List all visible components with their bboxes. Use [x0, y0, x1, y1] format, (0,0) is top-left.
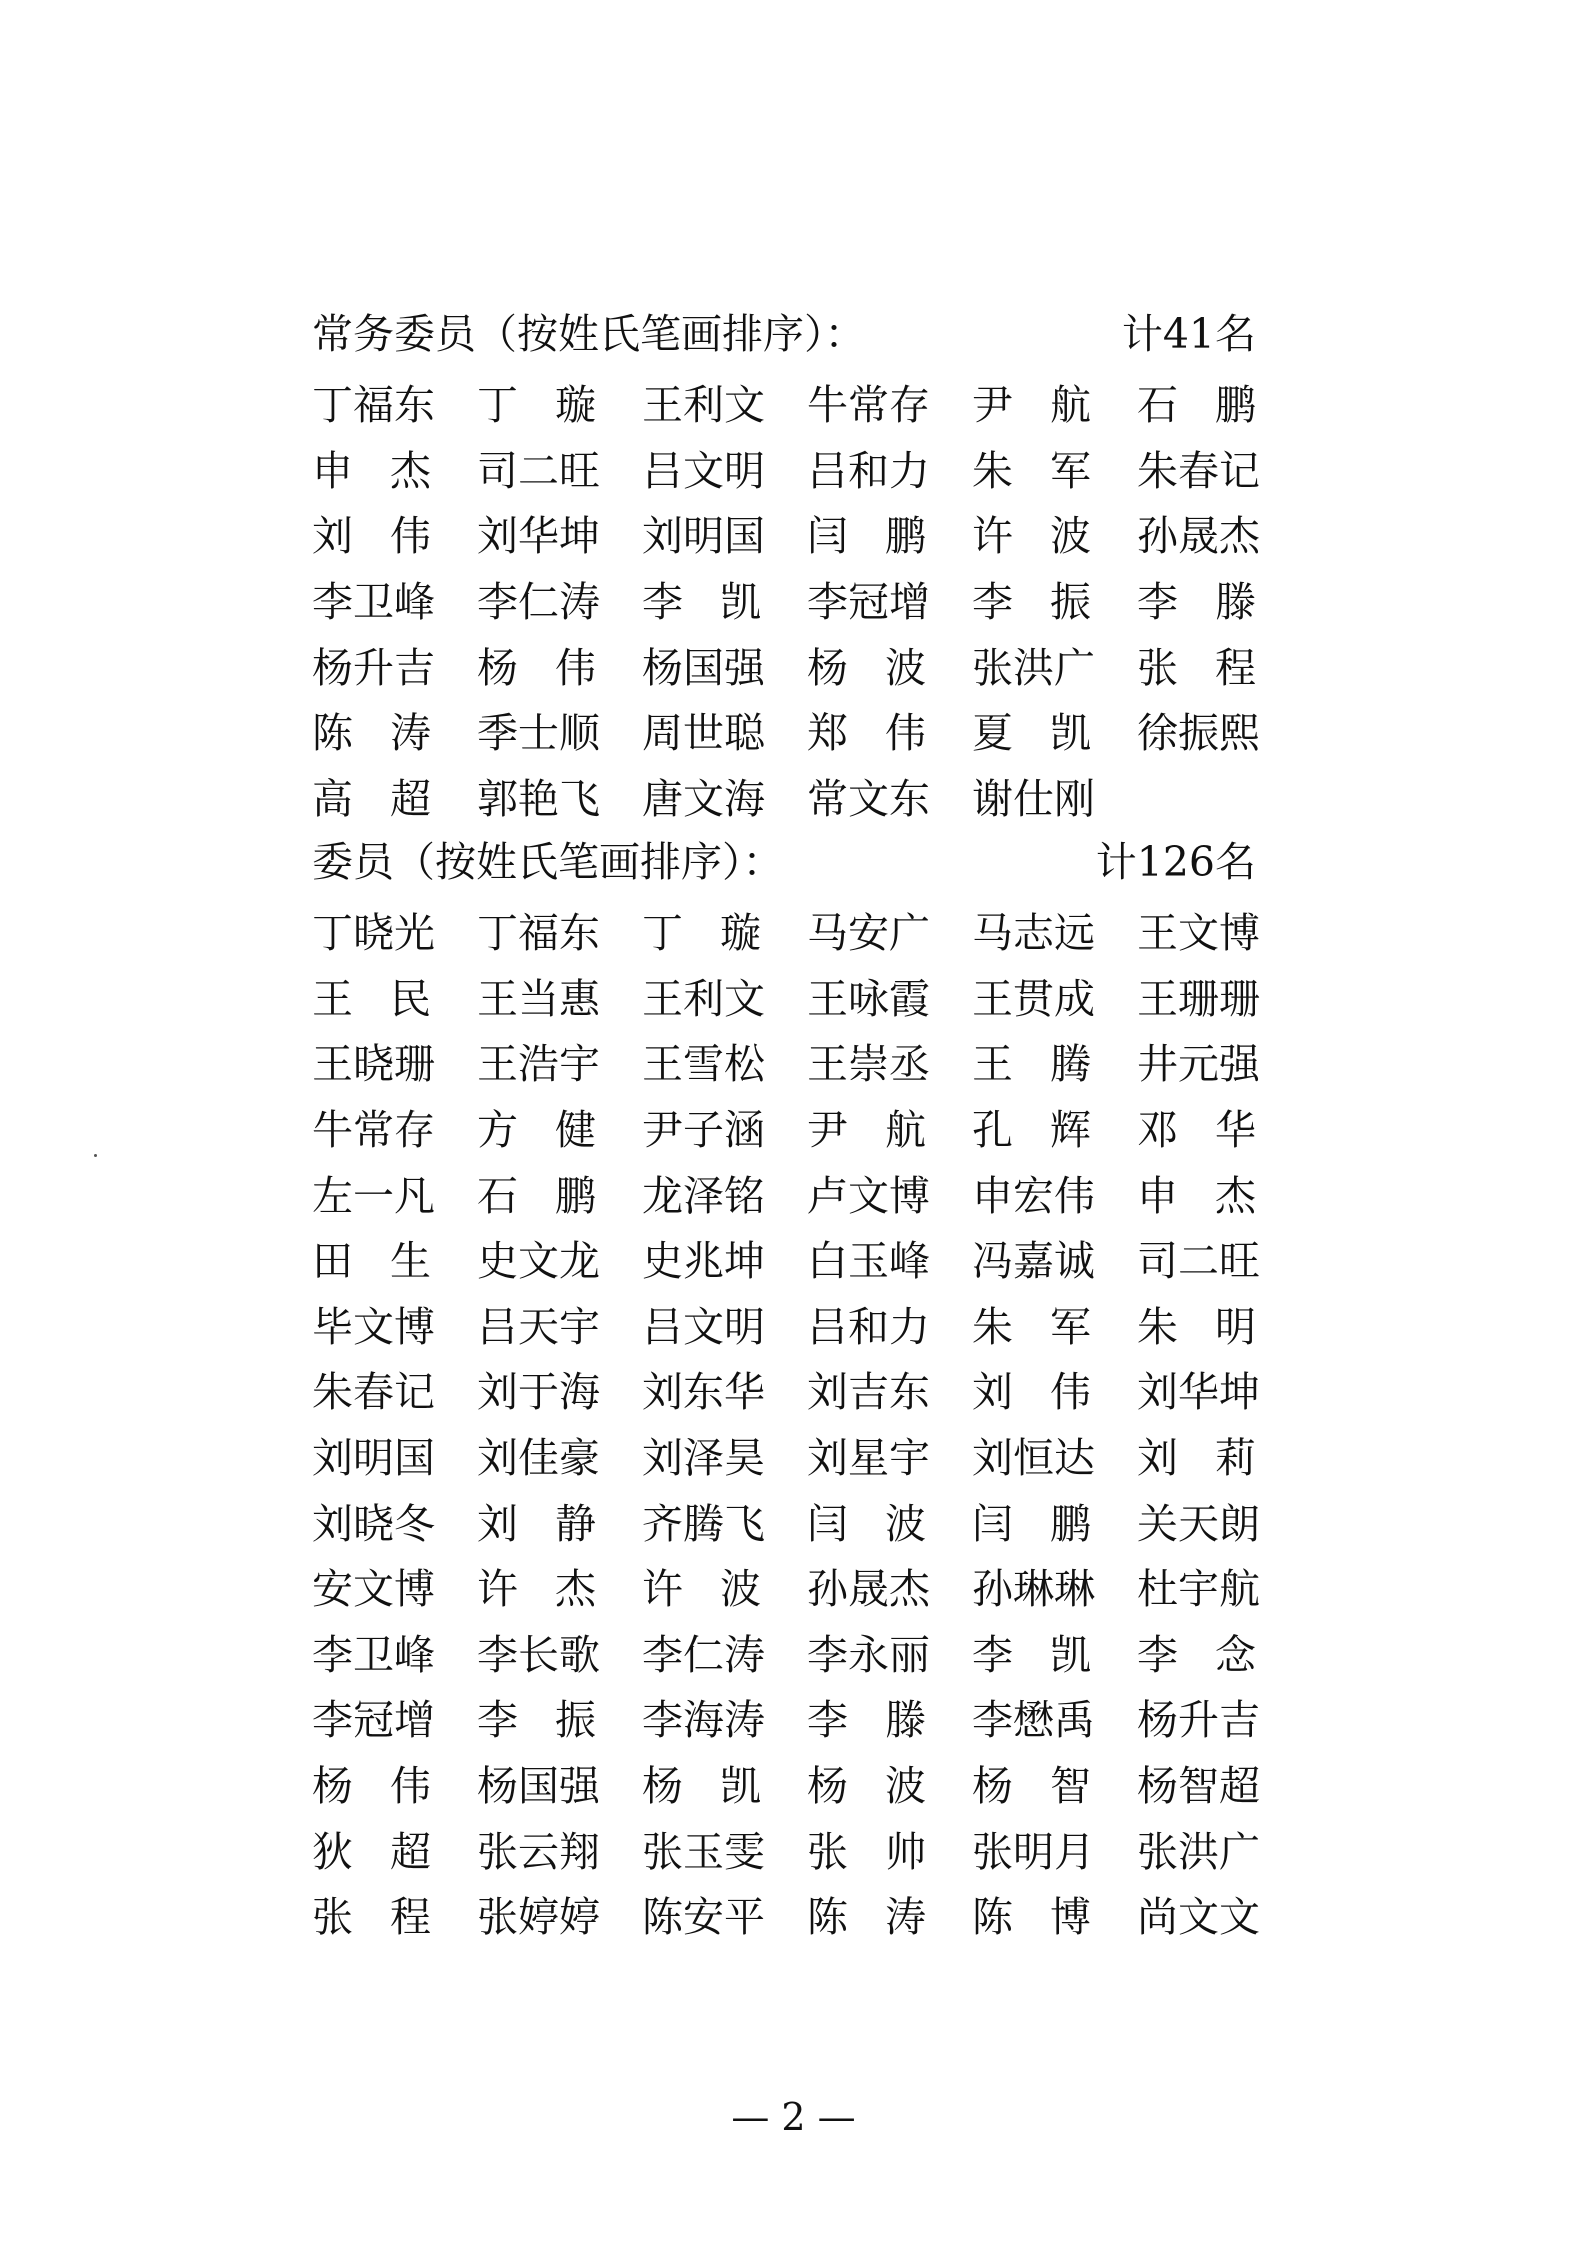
standing-members-header: [312, 303, 1256, 365]
member-name: 刘 东 华: [642, 1368, 765, 1417]
member-name: 吕 文 明: [642, 1302, 765, 1351]
member-name: 刘 华 坤: [1137, 1368, 1260, 1417]
member-name: 杨 国 强: [477, 1762, 600, 1811]
member-name: 朱 军: [972, 446, 1091, 495]
member-name: 狄 超: [312, 1827, 431, 1876]
member-name: 刘 泽 昊: [642, 1434, 765, 1483]
member-name: 王 利 文: [642, 381, 765, 430]
member-name: 卢 文 博: [807, 1171, 930, 1220]
member-name: 刘 伟: [312, 512, 431, 561]
member-name: 李 冠 增: [807, 578, 930, 627]
member-name: 尹 子 涵: [642, 1106, 765, 1155]
member-name: 方 健: [477, 1106, 596, 1155]
member-name: 张 洪 广: [1137, 1827, 1260, 1876]
member-name: 李 凯: [972, 1630, 1091, 1679]
scan-speck: [94, 1154, 97, 1157]
member-name: 闫 鹏: [807, 512, 926, 561]
member-name: 王 咏 霞: [807, 974, 930, 1023]
members-count: 计126名: [1095, 838, 1256, 886]
member-name: 安 文 博: [312, 1565, 435, 1614]
member-name: 龙 泽 铭: [642, 1171, 765, 1220]
member-name: 史 兆 坤: [642, 1237, 765, 1286]
member-name: 王 贯 成: [972, 974, 1095, 1023]
member-name: 刘 明 国: [312, 1434, 435, 1483]
member-name: 尹 航: [807, 1106, 926, 1155]
standing-members-list: [312, 369, 1260, 828]
member-name: 孙 晟 杰: [807, 1565, 930, 1614]
member-name: 李 卫 峰: [312, 578, 435, 627]
member-name: 孙 晟 杰: [1137, 512, 1260, 561]
member-name: 丁 福 东: [312, 381, 435, 430]
member-name: 郭 艳 飞: [477, 774, 600, 823]
member-name: 杨 凯: [642, 1762, 761, 1811]
members-header: [312, 831, 1256, 893]
member-name: 王 浩 宇: [477, 1040, 600, 1089]
member-name: 牛 常 存: [807, 381, 930, 430]
member-name: 许 波: [972, 512, 1091, 561]
member-name: 杨 波: [807, 643, 926, 692]
member-name: 李 仁 涛: [642, 1630, 765, 1679]
member-name: 牛 常 存: [312, 1106, 435, 1155]
member-name: 常 文 东: [807, 774, 930, 823]
member-name: 丁 晓 光: [312, 909, 435, 958]
member-name: 刘 吉 东: [807, 1368, 930, 1417]
member-name: 郑 伟: [807, 709, 926, 758]
member-name: 王 雪 松: [642, 1040, 765, 1089]
member-name: 毕 文 博: [312, 1302, 435, 1351]
member-name: 李 海 涛: [642, 1696, 765, 1745]
member-name: 杨 国 强: [642, 643, 765, 692]
member-name: 刘 星 宇: [807, 1434, 930, 1483]
member-name: 李 长 歌: [477, 1630, 600, 1679]
member-name: 唐 文 海: [642, 774, 765, 823]
member-name: 王 当 惠: [477, 974, 600, 1023]
member-name: 李 冠 增: [312, 1696, 435, 1745]
member-name: 王 珊 珊: [1137, 974, 1260, 1023]
member-name: 刘 于 海: [477, 1368, 600, 1417]
member-name: 张 明 月: [972, 1827, 1095, 1876]
member-name: 关 天 朗: [1137, 1499, 1260, 1548]
member-name: 吕 文 明: [642, 446, 765, 495]
member-name: 张 程: [1137, 643, 1256, 692]
member-name: 夏 凯: [972, 709, 1091, 758]
member-name: 李 懋 禹: [972, 1696, 1095, 1745]
member-name: 王 利 文: [642, 974, 765, 1023]
member-name: 陈 博: [972, 1893, 1091, 1942]
member-name: 冯 嘉 诚: [972, 1237, 1095, 1286]
member-name: 丁 璇: [477, 381, 596, 430]
member-name: 马 志 远: [972, 909, 1095, 958]
member-name: 吕 和 力: [807, 446, 930, 495]
members-list: [312, 897, 1260, 1947]
member-name: 朱 春 记: [1137, 446, 1260, 495]
member-name: 李 滕: [1137, 578, 1256, 627]
member-name: 季 士 顺: [477, 709, 600, 758]
member-name: 刘 伟: [972, 1368, 1091, 1417]
member-name: 李 卫 峰: [312, 1630, 435, 1679]
member-name: 杨 伟: [477, 643, 596, 692]
member-name: 闫 波: [807, 1499, 926, 1548]
member-name: 李 仁 涛: [477, 578, 600, 627]
member-name: 杨 智: [972, 1762, 1091, 1811]
member-name: 陈 安 平: [642, 1893, 765, 1942]
member-name: 刘 明 国: [642, 512, 765, 561]
member-name: 李 永 丽: [807, 1630, 930, 1679]
member-name: 王 晓 珊: [312, 1040, 435, 1089]
standing-members-count: 计41名: [1121, 310, 1256, 358]
page-number: — 2 —: [731, 2095, 856, 2139]
member-name: 马 安 广: [807, 909, 930, 958]
member-name: 司 二 旺: [1137, 1237, 1260, 1286]
member-name: 左 一 凡: [312, 1171, 435, 1220]
member-name: 朱 明: [1137, 1302, 1256, 1351]
member-name: 杨 波: [807, 1762, 926, 1811]
member-name: 王 民: [312, 974, 431, 1023]
member-name: 朱 春 记: [312, 1368, 435, 1417]
member-name: 尚 文 文: [1137, 1893, 1260, 1942]
member-name: 刘 华 坤: [477, 512, 600, 561]
member-name: 闫 鹏: [972, 1499, 1091, 1548]
member-name: 徐 振 熙: [1137, 709, 1260, 758]
member-name: 石 鹏: [477, 1171, 596, 1220]
member-name: 申 杰: [312, 446, 431, 495]
member-name: 齐 腾 飞: [642, 1499, 765, 1548]
member-name: 陈 涛: [312, 709, 431, 758]
member-name: 王 崇 丞: [807, 1040, 930, 1089]
member-name: 王 文 博: [1137, 909, 1260, 958]
member-name: 申 宏 伟: [972, 1171, 1095, 1220]
member-name: 史 文 龙: [477, 1237, 600, 1286]
member-name: 许 杰: [477, 1565, 596, 1614]
member-name: 丁 福 东: [477, 909, 600, 958]
member-name: 杨 升 吉: [1137, 1696, 1260, 1745]
member-name: 刘 莉: [1137, 1434, 1256, 1483]
member-name: 朱 军: [972, 1302, 1091, 1351]
member-name: 张 玉 雯: [642, 1827, 765, 1876]
member-name: 张 程: [312, 1893, 431, 1942]
member-name: 张 帅: [807, 1827, 926, 1876]
member-name: 杜 宇 航: [1137, 1565, 1260, 1614]
member-name: 李 念: [1137, 1630, 1256, 1679]
member-name: 陈 涛: [807, 1893, 926, 1942]
member-name: 孙 琳 琳: [972, 1565, 1095, 1614]
member-name: 谢 仕 刚: [972, 774, 1095, 823]
member-name: 井 元 强: [1137, 1040, 1260, 1089]
member-name: 申 杰: [1137, 1171, 1256, 1220]
member-name: 刘 佳 豪: [477, 1434, 600, 1483]
members-heading: 委员（按姓氏笔画排序）：: [312, 838, 784, 886]
member-name: 尹 航: [972, 381, 1091, 430]
member-name: 李 振: [972, 578, 1091, 627]
member-name: 许 波: [642, 1565, 761, 1614]
member-name: 吕 和 力: [807, 1302, 930, 1351]
member-name: 杨 智 超: [1137, 1762, 1260, 1811]
member-name: 吕 天 宇: [477, 1302, 600, 1351]
member-name: 石 鹏: [1137, 381, 1256, 430]
member-name: 张 云 翔: [477, 1827, 600, 1876]
member-name: 司 二 旺: [477, 446, 600, 495]
member-name: 王 腾: [972, 1040, 1091, 1089]
member-name: 李 滕: [807, 1696, 926, 1745]
member-name: 张 婷 婷: [477, 1893, 600, 1942]
member-name: 邓 华: [1137, 1106, 1256, 1155]
member-name: 杨 伟: [312, 1762, 431, 1811]
member-name: 李 凯: [642, 578, 761, 627]
member-name: 刘 恒 达: [972, 1434, 1095, 1483]
member-name: 高 超: [312, 774, 431, 823]
member-name: 刘 静: [477, 1499, 596, 1548]
member-name: 田 生: [312, 1237, 431, 1286]
standing-members-heading: 常务委员（按姓氏笔画排序）：: [312, 310, 866, 358]
member-name: 刘 晓 冬: [312, 1499, 435, 1548]
member-name: 李 振: [477, 1696, 596, 1745]
member-name: 丁 璇: [642, 909, 761, 958]
member-name: 张 洪 广: [972, 643, 1095, 692]
member-name: 孔 辉: [972, 1106, 1091, 1155]
member-name: 杨 升 吉: [312, 643, 435, 692]
member-name: 周 世 聪: [642, 709, 765, 758]
member-name: 白 玉 峰: [807, 1237, 930, 1286]
